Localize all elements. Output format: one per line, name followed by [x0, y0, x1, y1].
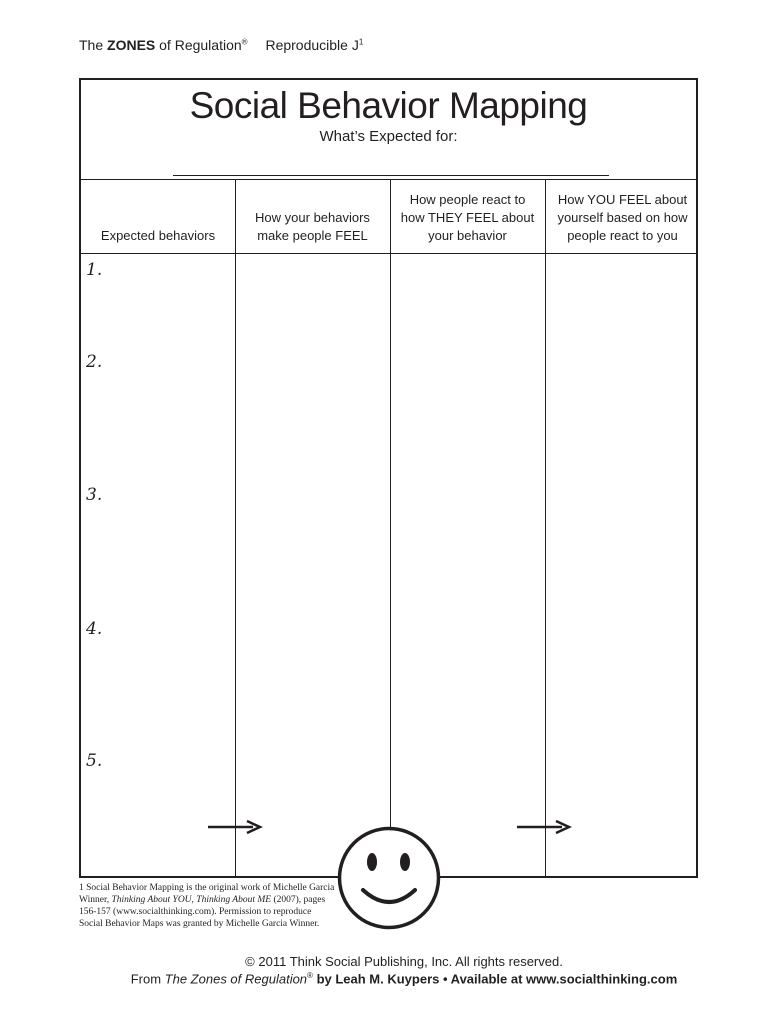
page-header [79, 37, 363, 53]
footnote [79, 882, 337, 930]
page-title: Social Behavior Mapping [189, 85, 588, 126]
column-header-label: How YOU FEEL about yourself based on how people react to you [557, 192, 688, 243]
header-brand-prefix: The [79, 37, 104, 53]
column-header-people-react [390, 180, 545, 253]
header-brand-bold: ZONES [107, 37, 156, 53]
source-author-site: by Leah M. Kuypers • Available at www.socialthinking.com [312, 971, 678, 987]
expected-for-blank-line[interactable] [173, 175, 609, 176]
header-brand-suffix: of Regulation [159, 37, 242, 53]
column-header-label: Expected behaviors [100, 228, 216, 243]
row-number-4: 4. [86, 619, 103, 639]
arrow-right-icon [207, 819, 263, 835]
source-from: From [130, 971, 165, 987]
column-divider-2 [390, 180, 391, 876]
column-header-label: How your behaviors make people FEEL [255, 210, 370, 243]
title-box [81, 80, 696, 180]
source-line [0, 971, 768, 986]
header-row-divider [81, 253, 696, 254]
copyright-line: © 2011 Think Social Publishing, Inc. All rights reserved. [245, 954, 563, 969]
row-number-1: 1. [86, 260, 103, 280]
row-number-3: 3. [86, 485, 103, 505]
header-reproducible: Reproducible J [265, 37, 359, 53]
smiley-face-icon [337, 826, 441, 930]
arrow-right-icon [516, 819, 572, 835]
column-header-expected-behaviors [81, 180, 235, 253]
footnote-text-1: 1 Social Behavior Mapping is the original work of Michelle Garcia Winner, [79, 883, 335, 905]
header-superscript: 1 [358, 37, 364, 47]
row-number-2: 2. [86, 352, 103, 372]
column-header-label: How people react to how THEY FEEL about your behavior [400, 192, 535, 243]
column-divider-3 [545, 180, 546, 876]
page-subtitle: What’s Expected for: [319, 128, 458, 145]
row-number-5: 5. [86, 751, 103, 771]
footnote-book-title: Thinking About YOU, Thinking About ME [111, 895, 272, 905]
source-registered: ® [307, 971, 313, 980]
footnote-text-2: (2007), pages 156-157 (www.socialthinking.com). Permission to reproduce Social Behavior Maps was granted by Michelle Garcia Winner. [79, 895, 326, 929]
column-divider-1 [235, 180, 236, 876]
header-registered: ® [241, 37, 248, 47]
column-header-you-feel [545, 180, 700, 253]
column-header-make-people-feel [235, 180, 390, 253]
behavior-map-table [79, 78, 698, 878]
source-book-title: The Zones of Regulation [164, 971, 308, 987]
